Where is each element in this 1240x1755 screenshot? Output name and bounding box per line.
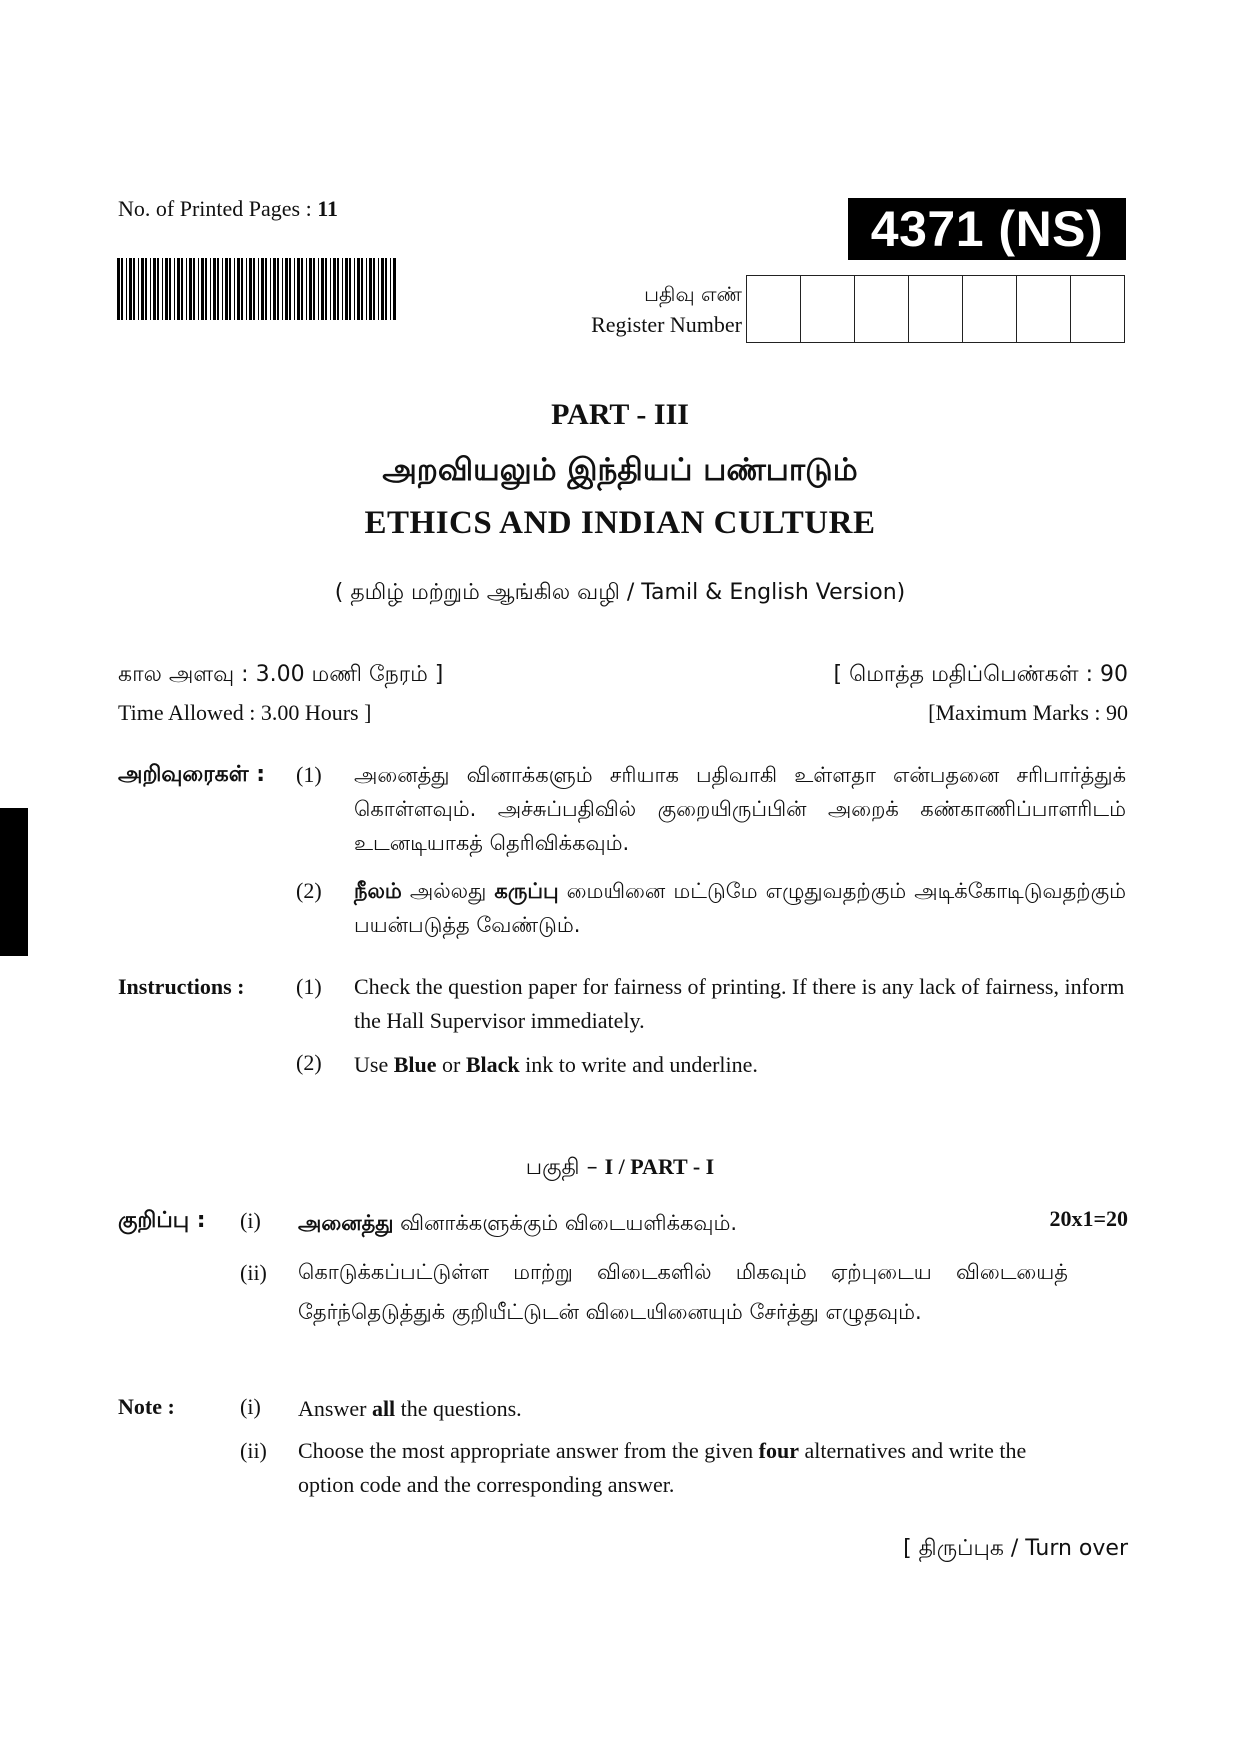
barcode-bar [333, 258, 336, 320]
barcode-bar [385, 258, 387, 320]
register-number-box[interactable] [747, 275, 801, 343]
instruction-number: (2) [296, 1050, 322, 1075]
section-heading: பகுதி – I / PART - I [525, 1154, 715, 1180]
barcode [117, 258, 399, 320]
note-number: (ii) [240, 1260, 267, 1285]
barcode-bar [169, 258, 171, 320]
barcode-bar [138, 258, 139, 320]
instruction-ta-1: அனைத்து வினாக்களும் சரியாக பதிவாகி உள்ளதா என்பதனை சரிபார்த்துக் கொள்ளவும். அச்சுப்பதிவில் குறையிருப்பின் அறைக் கண்காணிப்பாளரிடம் உடனடியாகத் தெரிவிக்கவும். [354, 763, 1126, 855]
barcode-bar [153, 258, 156, 320]
note-en-i: Answer all the questions. [298, 1396, 522, 1421]
barcode-bar [253, 258, 255, 320]
barcode-bar [186, 258, 187, 320]
note-number: (i) [240, 1394, 261, 1419]
instruction-number: (2) [296, 878, 322, 903]
barcode-bar [378, 258, 379, 320]
note-label-ta: குறிப்பு : [118, 1208, 206, 1233]
barcode-bar [126, 258, 127, 320]
barcode-bar [193, 258, 195, 320]
barcode-bar [129, 258, 132, 320]
instruction-ta-2: நீலம் அல்லது கருப்பு மையினை மட்டுமே எழுதுவதற்கும் அடிக்கோடிடுவதற்கும் பயன்படுத்த வேண்டும். [354, 879, 1127, 937]
barcode-bar [342, 258, 343, 320]
barcode-bar [177, 258, 180, 320]
barcode-bar [337, 258, 339, 320]
margin-registration-mark [0, 808, 28, 956]
note-ta-i: அனைத்து வினாக்களுக்கும் விடையளிக்கவும். [298, 1211, 738, 1235]
register-number-label-en: Register Number [591, 312, 742, 337]
register-number-box[interactable] [801, 275, 855, 343]
instruction-number: (1) [296, 762, 322, 787]
barcode-bar [141, 258, 144, 320]
barcode-bar [357, 258, 360, 320]
barcode-bar [313, 258, 315, 320]
barcode-bar [181, 258, 183, 320]
barcode-bar [345, 258, 348, 320]
note-ta-ii: கொடுக்கப்பட்டுள்ள மாற்று விடைகளில் மிகவும் ஏற்புடைய விடையைத் தேர்ந்தெடுத்துக் குறியீட்டுடன் விடையினையும் சேர்த்து எழுதவும். [298, 1260, 1068, 1324]
barcode-bar [373, 258, 375, 320]
barcode-bar [258, 258, 259, 320]
register-number-box[interactable] [1071, 275, 1125, 343]
barcode-bar [369, 258, 372, 320]
barcode-bar [229, 258, 231, 320]
barcode-bar [325, 258, 327, 320]
ink-black-ta: கருப்பு [494, 879, 559, 903]
barcode-bar [150, 258, 151, 320]
barcode-bar [289, 258, 291, 320]
barcode-bar [157, 258, 159, 320]
barcode-bar [282, 258, 283, 320]
barcode-bar [330, 258, 331, 320]
barcode-bar [270, 258, 271, 320]
turn-over-note: [ திருப்புக / Turn over [903, 1536, 1128, 1561]
barcode-bar [249, 258, 252, 320]
barcode-bar [381, 258, 384, 320]
barcode-bar [321, 258, 324, 320]
barcode-bar [361, 258, 363, 320]
subject-title-en: ETHICS AND INDIAN CULTURE [364, 505, 876, 541]
barcode-bar [273, 258, 276, 320]
barcode-bar [246, 258, 247, 320]
barcode-bar [213, 258, 216, 320]
barcode-bar [241, 258, 243, 320]
instruction-en-2: Use Blue or Black ink to write and underline. [354, 1052, 758, 1077]
time-allowed-ta: கால அளவு : 3.00 மணி நேரம் ] [118, 662, 444, 687]
register-number-boxes[interactable] [746, 275, 1125, 343]
barcode-bar [225, 258, 228, 320]
paper-code: 4371 (NS) [848, 198, 1126, 260]
register-number-box[interactable] [963, 275, 1017, 343]
barcode-bar [165, 258, 168, 320]
ink-blue-ta: நீலம் [354, 879, 402, 903]
barcode-bar [318, 258, 319, 320]
maximum-marks-ta: [ மொத்த மதிப்பெண்கள் : 90 [833, 662, 1128, 687]
note-number: (ii) [240, 1438, 267, 1463]
barcode-bar [145, 258, 147, 320]
subject-title-ta: அறவியலும் இந்தியப் பண்பாடும் [382, 452, 858, 488]
barcode-bar [121, 258, 123, 320]
note-label-en: Note : [118, 1394, 175, 1419]
barcode-bar [390, 258, 391, 320]
barcode-bar [198, 258, 199, 320]
barcode-bar [306, 258, 307, 320]
instructions-label-ta: அறிவுரைகள் : [118, 762, 265, 787]
barcode-bar [162, 258, 163, 320]
register-number-label-ta: பதிவு எண் [644, 282, 742, 306]
barcode-bar [201, 258, 204, 320]
register-number-box[interactable] [855, 275, 909, 343]
barcode-bar [210, 258, 211, 320]
instruction-number: (1) [296, 974, 322, 999]
barcode-bar [354, 258, 355, 320]
register-number-box[interactable] [1017, 275, 1071, 343]
barcode-bar [393, 258, 396, 320]
register-number-box[interactable] [909, 275, 963, 343]
barcode-bar [205, 258, 207, 320]
note-number: (i) [240, 1208, 261, 1233]
maximum-marks-en: [Maximum Marks : 90 [928, 700, 1128, 725]
barcode-bar [285, 258, 288, 320]
marks-scheme: 20x1=20 [1049, 1206, 1128, 1231]
barcode-bar [366, 258, 367, 320]
barcode-bar [301, 258, 303, 320]
printed-pages-count: No. of Printed Pages : 11 [118, 196, 338, 221]
barcode-bar [309, 258, 312, 320]
barcode-bar [234, 258, 235, 320]
instruction-en-1: Check the question paper for fairness of printing. If there is any lack of fairness, inform the Hall Supervisor immediately. [354, 974, 1125, 1033]
barcode-bar [265, 258, 267, 320]
note-en-ii: Choose the most appropriate answer from the given four alternatives and write the option code and the corresponding answer. [298, 1438, 1027, 1497]
instructions-label-en: Instructions : [118, 974, 245, 999]
barcode-bar [294, 258, 295, 320]
barcode-bar [237, 258, 240, 320]
barcode-bar [133, 258, 135, 320]
barcode-bar [117, 258, 120, 320]
barcode-bar [217, 258, 219, 320]
barcode-bar [277, 258, 279, 320]
version-note: ( தமிழ் மற்றும் ஆங்கில வழி / Tamil & English Version) [334, 580, 906, 605]
time-allowed-en: Time Allowed : 3.00 Hours ] [118, 700, 372, 725]
barcode-bar [174, 258, 175, 320]
barcode-bar [189, 258, 192, 320]
part-title: PART - III [551, 398, 689, 431]
barcode-bar [222, 258, 223, 320]
barcode-bar [297, 258, 300, 320]
barcode-bar [261, 258, 264, 320]
barcode-bar [349, 258, 351, 320]
